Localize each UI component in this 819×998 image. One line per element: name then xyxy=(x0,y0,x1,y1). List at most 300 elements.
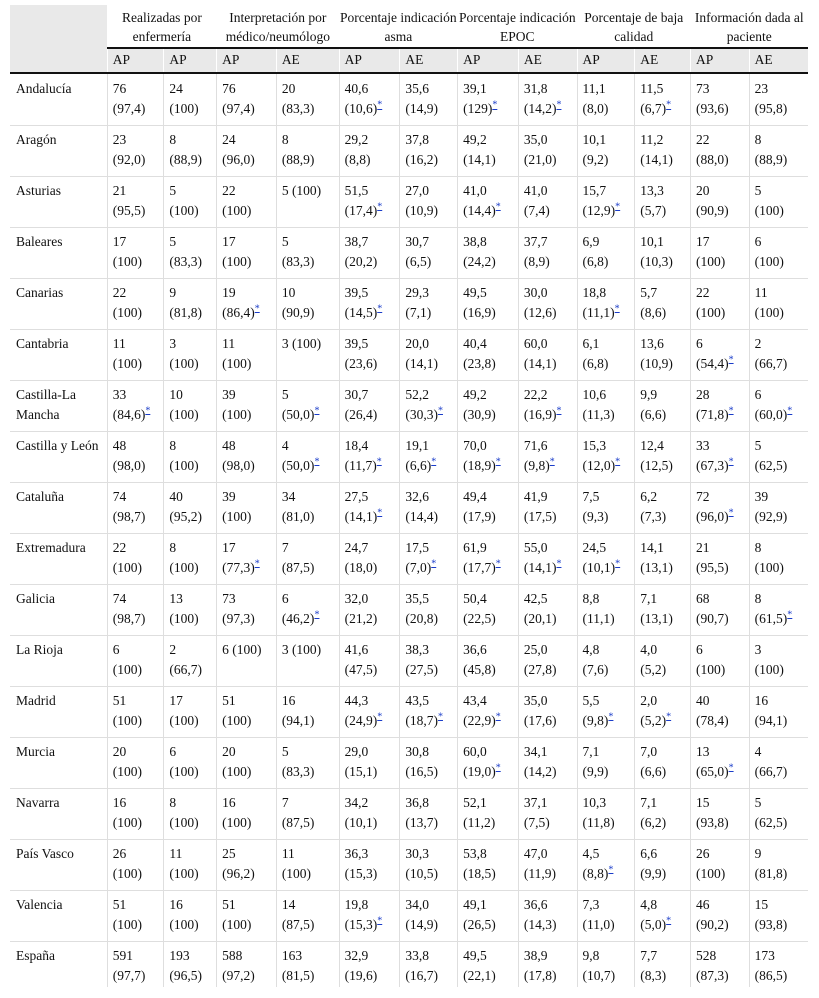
cell-percent: (84,6) xyxy=(112,406,146,422)
cell-percent: (86,4) xyxy=(222,304,255,320)
cell-percent: (87,5) xyxy=(281,559,315,575)
cell-percent: (87,5) xyxy=(281,916,315,932)
subheader-row xyxy=(10,48,808,73)
cell-percent: (93,8) xyxy=(754,916,788,932)
reference-link[interactable]: * xyxy=(495,201,501,212)
cell-value: 22 xyxy=(112,539,127,555)
cell-percent: (20,1) xyxy=(523,610,557,626)
header-group: Realizadas por enfermería xyxy=(107,5,216,48)
cell-percent: (16,9) xyxy=(523,406,557,422)
reference-link[interactable]: * xyxy=(431,456,437,467)
cell-percent: (23,8) xyxy=(463,355,496,371)
cell-value: 42,5 xyxy=(523,590,548,606)
cell-value: 14 xyxy=(281,896,296,912)
cell-value: 22 xyxy=(695,284,710,300)
cell-percent: (27,5) xyxy=(405,661,438,677)
value-cell xyxy=(217,176,277,227)
cell-value: 4 xyxy=(754,743,762,759)
cell-value: 10 xyxy=(169,386,183,402)
cell-percent: (100) xyxy=(112,559,142,575)
cell-value: 22,2 xyxy=(523,386,548,402)
reference-link[interactable]: * xyxy=(728,405,734,416)
cell-percent: (95,8) xyxy=(754,101,788,116)
value-cell xyxy=(690,839,749,890)
value-cell xyxy=(577,839,635,890)
value-cell xyxy=(164,227,217,278)
value-cell xyxy=(518,329,577,380)
value-cell xyxy=(276,176,339,227)
cell-value: 6 xyxy=(281,590,289,606)
reference-link[interactable]: * xyxy=(556,405,562,416)
reference-link[interactable]: * xyxy=(377,303,383,314)
value-cell xyxy=(400,482,458,533)
cell-percent: (12,6) xyxy=(523,304,557,320)
region-cell: Canarias xyxy=(10,278,107,329)
reference-link[interactable]: * xyxy=(376,456,382,467)
cell-value: 35,0 xyxy=(523,692,548,708)
cell-percent: (30,3) xyxy=(405,406,438,422)
cell-value: 48 xyxy=(112,437,127,453)
value-cell xyxy=(339,635,400,686)
cell-percent: (100) xyxy=(169,355,199,371)
cell-value: 5 xyxy=(169,182,177,198)
region-cell: Navarra xyxy=(10,788,107,839)
value-cell xyxy=(107,431,164,482)
cell-value: 6 xyxy=(695,641,703,657)
cell-percent: (100) xyxy=(754,661,784,677)
cell-percent: (98,0) xyxy=(112,457,146,473)
cell-value: 38,3 xyxy=(405,641,429,657)
cell-value: 7,3 xyxy=(582,896,600,912)
value-cell xyxy=(458,380,519,431)
reference-link[interactable]: * xyxy=(437,405,443,416)
value-cell xyxy=(690,890,749,941)
value-cell xyxy=(577,431,635,482)
cell-percent: (5,7) xyxy=(640,202,667,218)
value-cell xyxy=(276,380,339,431)
cell-percent: (15,1) xyxy=(344,763,378,779)
cell-value: 23 xyxy=(754,81,769,96)
cell-value: 27,5 xyxy=(344,488,369,504)
value-cell xyxy=(164,839,217,890)
value-cell xyxy=(276,431,339,482)
cell-value: 15,3 xyxy=(582,437,607,453)
cell-percent: (87,3) xyxy=(695,967,729,983)
reference-link[interactable]: * xyxy=(254,558,260,569)
value-cell xyxy=(577,788,635,839)
value-cell xyxy=(107,380,164,431)
reference-link[interactable]: * xyxy=(549,456,555,467)
reference-link[interactable]: * xyxy=(614,303,620,314)
value-cell xyxy=(577,584,635,635)
cell-value: 35,0 xyxy=(523,131,548,147)
cell-value: 26 xyxy=(112,845,127,861)
cell-percent: (14,9) xyxy=(405,916,438,932)
cell-percent: (19,6) xyxy=(344,967,378,983)
value-cell xyxy=(217,227,277,278)
reference-link[interactable]: * xyxy=(254,303,260,314)
cell-value: 51 xyxy=(112,692,127,708)
cell-percent: (100) xyxy=(112,253,142,269)
cell-value: 6 xyxy=(169,743,177,759)
cell-percent: (129) xyxy=(463,101,493,116)
value-cell xyxy=(577,380,635,431)
value-cell xyxy=(690,278,749,329)
value-cell xyxy=(217,584,277,635)
value-cell xyxy=(164,125,217,176)
value-cell xyxy=(400,788,458,839)
value-cell xyxy=(164,635,217,686)
cell-value: 16 xyxy=(222,794,236,810)
reference-link[interactable]: * xyxy=(377,711,383,722)
cell-value: 22 xyxy=(695,131,710,147)
cell-value: 51 xyxy=(112,896,127,912)
cell-value: 2 xyxy=(754,335,762,351)
cell-value: 15 xyxy=(695,794,710,810)
cell-value: 38,7 xyxy=(344,233,369,249)
cell-value: 41,0 xyxy=(463,182,487,198)
cell-value: 20 xyxy=(695,182,710,198)
reference-link[interactable]: * xyxy=(437,711,443,722)
cell-percent: (97,4) xyxy=(222,101,255,116)
cell-percent: (30,9) xyxy=(463,406,496,422)
table-row xyxy=(10,380,808,431)
value-cell xyxy=(400,125,458,176)
subheader-cell: AE xyxy=(749,48,808,73)
reference-link[interactable]: * xyxy=(556,558,562,569)
reference-link[interactable]: * xyxy=(787,405,793,416)
cell-percent: (83,3) xyxy=(281,763,315,779)
reference-link[interactable]: * xyxy=(314,609,320,620)
cell-percent: (9,9) xyxy=(640,865,667,881)
value-cell xyxy=(458,686,519,737)
reference-link[interactable]: * xyxy=(377,99,383,111)
value-cell xyxy=(107,941,164,987)
reference-link[interactable]: * xyxy=(666,711,672,722)
cell-value: 7 xyxy=(281,539,289,555)
cell-percent: (67,3) xyxy=(695,457,729,473)
cell-percent: (95,5) xyxy=(695,559,729,575)
subheader-cell: AE xyxy=(276,48,339,73)
cell-percent: (81,8) xyxy=(754,865,788,881)
header-group: Porcentaje indicación EPOC xyxy=(458,5,577,48)
reference-link[interactable]: * xyxy=(145,405,151,416)
cell-percent: (47,5) xyxy=(344,661,378,677)
cell-value: 9,9 xyxy=(640,386,658,402)
value-cell xyxy=(217,380,277,431)
cell-percent: (7,0) xyxy=(405,559,432,575)
cell-percent: (100) xyxy=(169,763,199,779)
cell-value: 52,1 xyxy=(463,794,487,810)
cell-percent: (46,2) xyxy=(281,610,315,626)
value-cell xyxy=(276,533,339,584)
value-cell xyxy=(107,839,164,890)
cell-percent: (11,9) xyxy=(523,865,556,881)
region-cell: Murcia xyxy=(10,737,107,788)
cell-percent: (95,2) xyxy=(169,508,203,524)
cell-value: 19,1 xyxy=(405,437,429,453)
cell-percent: (78,4) xyxy=(695,712,729,728)
cell-value: 163 xyxy=(281,947,303,963)
cell-percent: (60,0) xyxy=(754,406,788,422)
cell-value: 24 xyxy=(169,81,183,96)
cell-percent: (90,9) xyxy=(695,202,729,218)
value-cell xyxy=(164,686,217,737)
cell-percent: (71,8) xyxy=(695,406,729,422)
cell-percent: (81,5) xyxy=(281,967,315,983)
cell-value: 23 xyxy=(112,131,127,147)
reference-link[interactable]: * xyxy=(495,558,501,569)
value-cell xyxy=(690,737,749,788)
value-cell xyxy=(458,839,519,890)
value-cell xyxy=(400,737,458,788)
cell-value: 10,1 xyxy=(640,233,664,249)
cell-value: 30,0 xyxy=(523,284,548,300)
cell-percent: (17,6) xyxy=(523,712,557,728)
cell-value: 6 xyxy=(695,335,703,351)
cell-percent: (24,9) xyxy=(344,712,378,728)
value-cell xyxy=(518,686,577,737)
subheader-cell: AP xyxy=(217,48,277,73)
value-cell xyxy=(276,482,339,533)
cell-percent: (10,3) xyxy=(640,253,673,269)
cell-value: 21 xyxy=(695,539,710,555)
value-cell xyxy=(749,635,808,686)
cell-value: 6 xyxy=(112,641,120,657)
reference-link[interactable]: * xyxy=(314,456,320,467)
cell-percent: (100) xyxy=(695,304,726,320)
value-cell xyxy=(339,227,400,278)
value-cell xyxy=(518,482,577,533)
value-cell xyxy=(276,737,339,788)
cell-percent: (66,7) xyxy=(169,661,203,677)
value-cell xyxy=(749,125,808,176)
cell-percent: (100) xyxy=(222,355,252,371)
cell-value: 33 xyxy=(112,386,127,402)
value-cell xyxy=(164,584,217,635)
cell-percent: (87,5) xyxy=(281,814,315,830)
reference-link[interactable]: * xyxy=(728,507,734,518)
cell-value: 49,2 xyxy=(463,131,487,147)
reference-link[interactable]: * xyxy=(377,507,383,518)
reference-link[interactable]: * xyxy=(615,456,621,467)
reference-link[interactable]: * xyxy=(314,405,320,416)
value-cell xyxy=(107,73,164,125)
value-cell xyxy=(635,584,691,635)
value-cell xyxy=(635,788,691,839)
reference-link[interactable]: * xyxy=(431,558,437,569)
reference-link[interactable]: * xyxy=(728,762,734,773)
value-cell xyxy=(749,329,808,380)
value-cell xyxy=(577,737,635,788)
cell-value: 20 xyxy=(281,81,296,96)
cell-value: 8 xyxy=(281,131,289,147)
region-cell: Castilla-La Mancha xyxy=(10,380,107,431)
subheader-cell: AP xyxy=(107,48,164,73)
cell-value: 30,3 xyxy=(405,845,429,861)
cell-value: 6 xyxy=(754,233,762,249)
value-cell xyxy=(690,584,749,635)
cell-value: 43,5 xyxy=(405,692,429,708)
cell-percent: (14,3) xyxy=(523,916,557,932)
value-cell xyxy=(217,73,277,125)
cell-percent: (15,3) xyxy=(344,865,378,881)
cell-percent: (14,2) xyxy=(523,101,557,116)
region-cell: Cataluña xyxy=(10,482,107,533)
table-row xyxy=(10,839,808,890)
subheader-cell: AP xyxy=(690,48,749,73)
value-cell xyxy=(577,890,635,941)
table-row xyxy=(10,227,808,278)
cell-percent: (100) xyxy=(169,865,199,881)
value-cell xyxy=(276,839,339,890)
value-cell xyxy=(749,73,808,125)
reference-link[interactable]: * xyxy=(728,456,734,467)
cell-value: 35,5 xyxy=(405,590,429,606)
cell-percent: (100) xyxy=(112,763,142,779)
value-cell xyxy=(217,329,277,380)
cell-percent: (100) xyxy=(222,406,252,422)
cell-percent: (97,7) xyxy=(112,967,146,983)
value-cell xyxy=(458,635,519,686)
value-cell xyxy=(107,227,164,278)
value-cell xyxy=(458,584,519,635)
cell-value: 6 (100) xyxy=(222,641,262,657)
value-cell xyxy=(107,125,164,176)
value-cell xyxy=(217,941,277,987)
cell-percent: (100) xyxy=(754,253,784,269)
value-cell xyxy=(400,533,458,584)
value-cell xyxy=(749,431,808,482)
cell-percent: (10,1) xyxy=(344,814,378,830)
reference-link[interactable]: * xyxy=(615,558,621,569)
cell-percent: (100) xyxy=(112,304,142,320)
value-cell xyxy=(458,533,519,584)
value-cell xyxy=(164,278,217,329)
cell-percent: (22,9) xyxy=(463,712,496,728)
region-cell: Madrid xyxy=(10,686,107,737)
cell-percent: (23,6) xyxy=(344,355,378,371)
value-cell xyxy=(518,635,577,686)
cell-value: 8 xyxy=(169,437,177,453)
value-cell xyxy=(400,635,458,686)
reference-link[interactable]: * xyxy=(728,354,734,365)
cell-percent: (26,5) xyxy=(463,916,496,932)
cell-value: 16 xyxy=(169,896,183,912)
reference-link[interactable]: * xyxy=(608,711,614,722)
value-cell xyxy=(635,839,691,890)
cell-percent: (14,1) xyxy=(405,355,438,371)
cell-percent: (11,8) xyxy=(582,814,615,830)
cell-percent: (10,9) xyxy=(405,202,438,218)
cell-percent: (100) xyxy=(222,916,252,932)
cell-percent: (61,5) xyxy=(754,610,788,626)
cell-value: 32,0 xyxy=(344,590,369,606)
value-cell xyxy=(276,635,339,686)
cell-percent: (5,0) xyxy=(640,916,667,932)
cell-value: 7,5 xyxy=(582,488,600,504)
value-cell xyxy=(690,788,749,839)
reference-link[interactable]: * xyxy=(495,762,501,773)
reference-link[interactable]: * xyxy=(556,99,562,111)
value-cell xyxy=(458,890,519,941)
cell-value: 9,8 xyxy=(582,947,600,963)
cell-value: 73 xyxy=(695,81,710,96)
cell-value: 5 xyxy=(754,437,762,453)
cell-percent: (100) xyxy=(695,253,726,269)
value-cell xyxy=(635,176,691,227)
cell-value: 60,0 xyxy=(523,335,548,351)
reference-link[interactable]: * xyxy=(377,201,383,212)
value-cell xyxy=(400,431,458,482)
reference-link[interactable]: * xyxy=(495,711,501,722)
cell-value: 3 (100) xyxy=(281,641,322,657)
value-cell xyxy=(577,533,635,584)
cell-value: 8,8 xyxy=(582,590,600,606)
value-cell xyxy=(400,686,458,737)
value-cell xyxy=(518,278,577,329)
value-cell xyxy=(276,890,339,941)
reference-link[interactable]: * xyxy=(787,609,793,620)
table-row xyxy=(10,788,808,839)
subheader-cell: AP xyxy=(458,48,519,73)
value-cell xyxy=(339,73,400,125)
cell-value: 49,5 xyxy=(463,947,487,963)
value-cell xyxy=(690,533,749,584)
value-cell xyxy=(518,839,577,890)
reference-link[interactable]: * xyxy=(666,99,672,111)
cell-percent: (66,7) xyxy=(754,763,788,779)
cell-percent: (14,5) xyxy=(344,304,378,320)
cell-percent: (14,2) xyxy=(523,763,557,779)
reference-link[interactable]: * xyxy=(615,201,621,212)
reference-link[interactable]: * xyxy=(492,99,498,111)
cell-value: 18,4 xyxy=(344,437,369,453)
reference-link[interactable]: * xyxy=(495,456,501,467)
cell-percent: (100) xyxy=(169,814,199,830)
cell-percent: (20,2) xyxy=(344,253,378,269)
value-cell xyxy=(635,941,691,987)
region-cell: Andalucía xyxy=(10,73,107,125)
cell-value: 588 xyxy=(222,947,243,963)
cell-value: 60,0 xyxy=(463,743,487,759)
region-cell: Baleares xyxy=(10,227,107,278)
reference-link[interactable]: * xyxy=(666,915,672,926)
cell-value: 25,0 xyxy=(523,641,548,657)
value-cell xyxy=(107,533,164,584)
cell-percent: (11,3) xyxy=(582,406,615,422)
cell-value: 37,7 xyxy=(523,233,548,249)
cell-value: 6,1 xyxy=(582,335,600,351)
cell-percent: (13,1) xyxy=(640,559,673,575)
cell-value: 24,7 xyxy=(344,539,369,555)
cell-percent: (90,2) xyxy=(695,916,729,932)
subheader-cell: AE xyxy=(635,48,691,73)
cell-value: 48 xyxy=(222,437,236,453)
table-row xyxy=(10,584,808,635)
cell-percent: (18,9) xyxy=(463,457,496,473)
cell-value: 34,1 xyxy=(523,743,548,759)
cell-percent: (96,5) xyxy=(169,967,203,983)
value-cell xyxy=(458,125,519,176)
cell-percent: (100) xyxy=(112,865,142,881)
table-row xyxy=(10,176,808,227)
reference-link[interactable]: * xyxy=(608,864,614,875)
reference-link[interactable]: * xyxy=(377,915,383,926)
cell-percent: (93,6) xyxy=(695,101,729,116)
cell-value: 3 (100) xyxy=(281,335,322,351)
cell-value: 6,2 xyxy=(640,488,658,504)
